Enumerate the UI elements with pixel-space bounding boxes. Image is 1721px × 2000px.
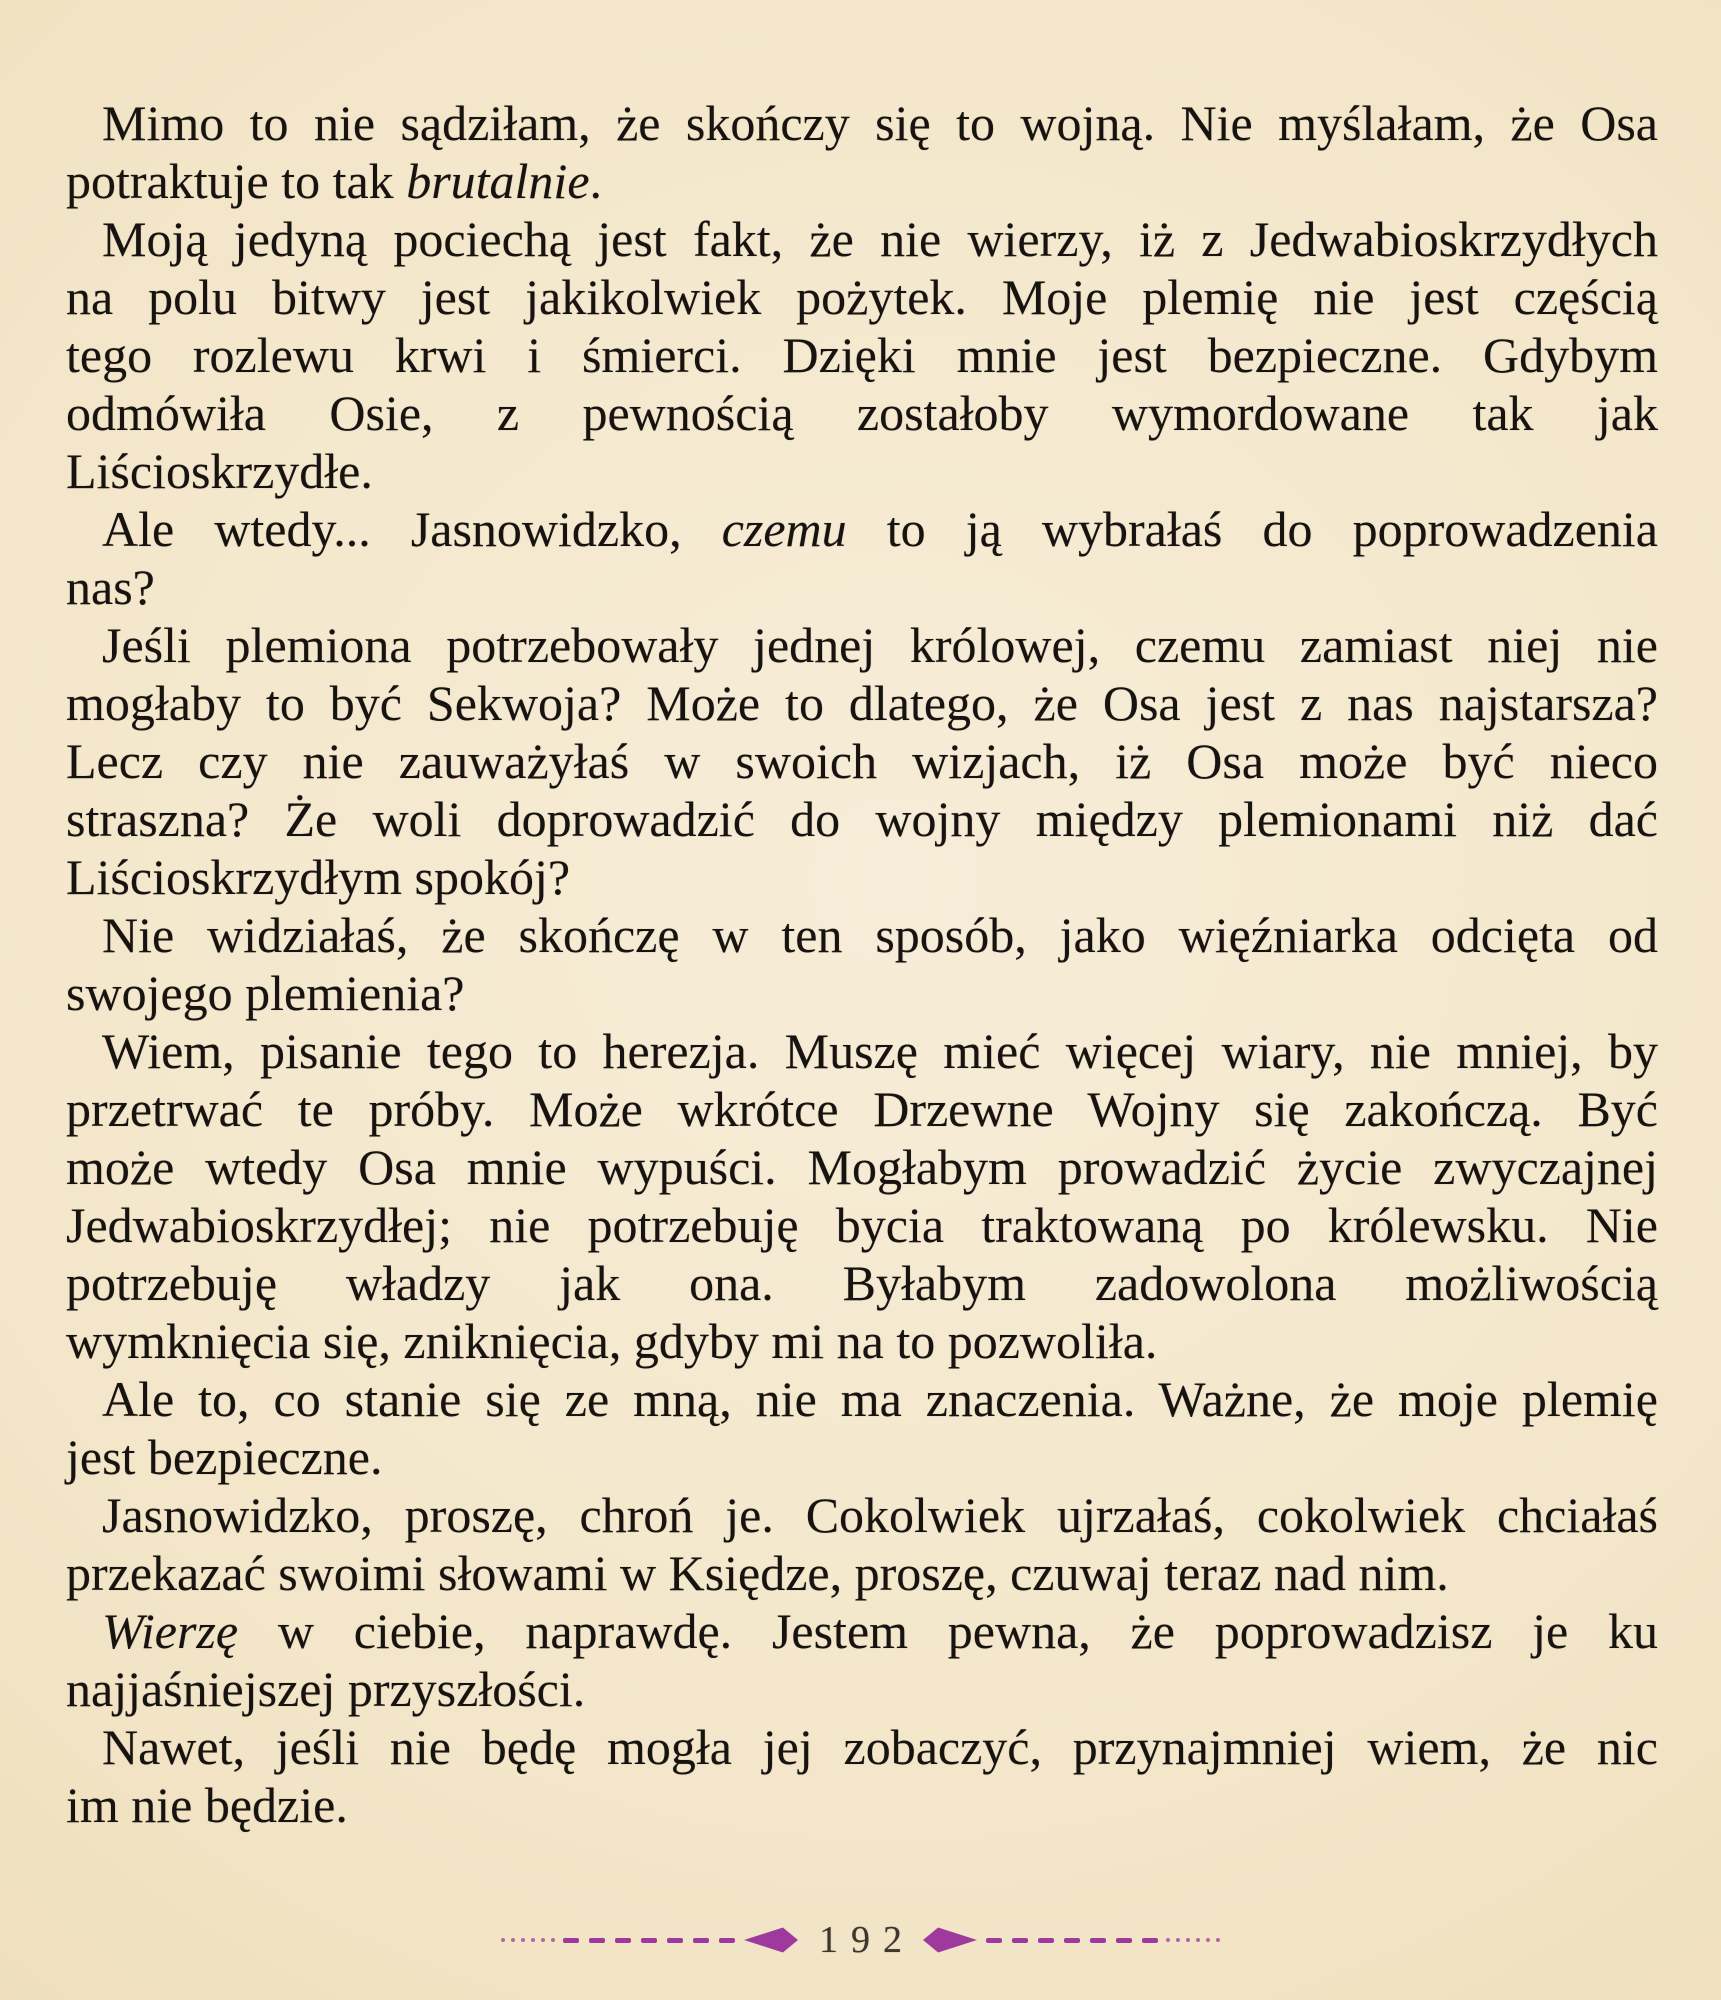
text-line — [66, 558, 1658, 616]
text-segment: jest bezpieczne. — [66, 1429, 383, 1485]
dot-icon — [501, 1938, 505, 1942]
page-text-block — [66, 94, 1658, 1834]
dash-icon — [1064, 1938, 1080, 1943]
footer-ornament-right — [923, 1927, 1223, 1953]
text-segment: Lecz czy nie zauważyłaś w swoich wizjach, iż Osa może być nieco — [66, 733, 1658, 789]
text-line — [66, 732, 1658, 790]
text-segment: straszna? Że woli doprowadzić do wojny między plemionami niż dać — [66, 791, 1658, 847]
text-segment: przetrwać te próby. Może wkrótce Drzewne Wojny się zakończą. Być — [66, 1081, 1658, 1137]
text-segment: Mimo to nie sądziłam, że skończy się to wojną. Nie myślałam, że Osa — [102, 95, 1658, 151]
footer-ornament-left — [498, 1927, 798, 1953]
text-line — [66, 1428, 1658, 1486]
text-line — [66, 1022, 1658, 1080]
text-segment: mogłaby to być Sekwoja? Może to dlatego, że Osa jest z nas najstarsza? — [66, 675, 1658, 731]
text-line — [66, 326, 1658, 384]
dot-icon — [521, 1938, 525, 1942]
text-segment: Nawet, jeśli nie będę mogła jej zobaczyć, przynajmniej wiem, że nic — [102, 1719, 1658, 1775]
text-segment: potraktuje to tak — [66, 153, 407, 209]
text-segment: potrzebuję władzy jak ona. Byłabym zadowolona możliwością — [66, 1255, 1658, 1311]
text-line — [66, 1254, 1658, 1312]
dart-left-icon — [744, 1927, 798, 1953]
dot-icon — [531, 1938, 535, 1942]
dash-icon — [986, 1938, 1002, 1943]
text-segment: wymknięcia się, zniknięcia, gdyby mi na to pozwoliła. — [66, 1313, 1158, 1369]
dart-right-icon — [923, 1927, 977, 1953]
dash-icon — [693, 1938, 709, 1943]
text-segment: przekazać swoimi słowami w Księdze, proszę, czuwaj teraz nad nim. — [66, 1545, 1449, 1601]
text-segment: Jasnowidzko, proszę, chroń je. Cokolwiek ujrzałaś, cokolwiek chciałaś — [102, 1487, 1658, 1543]
text-line — [66, 964, 1658, 1022]
text-line — [66, 384, 1658, 442]
text-segment: Liścioskrzydłym spokój? — [66, 849, 571, 905]
text-line — [66, 1776, 1658, 1834]
italic-text: czemu — [721, 501, 847, 557]
text-line — [66, 94, 1658, 152]
dash-icon — [1090, 1938, 1106, 1943]
text-line — [66, 500, 1658, 558]
text-segment: . — [589, 153, 603, 209]
text-line — [66, 1080, 1658, 1138]
text-line — [66, 1660, 1658, 1718]
text-line — [66, 268, 1658, 326]
dash-icon — [1116, 1938, 1132, 1943]
text-line — [66, 1138, 1658, 1196]
dash-icon — [589, 1938, 605, 1943]
italic-text: Wierzę — [102, 1603, 239, 1659]
text-line — [66, 152, 1658, 210]
dash-icon — [615, 1938, 631, 1943]
text-line — [66, 1196, 1658, 1254]
text-line — [66, 1718, 1658, 1776]
dash-icon — [1142, 1938, 1158, 1943]
text-line — [66, 1602, 1658, 1660]
dot-icon — [1216, 1938, 1220, 1942]
text-segment: Ale wtedy... Jasnowidzko, — [102, 501, 722, 557]
text-segment: nas? — [66, 559, 155, 615]
text-segment: w ciebie, naprawdę. Jestem pewna, że poprowadzisz je ku — [238, 1603, 1658, 1659]
page-footer — [0, 1916, 1721, 1964]
text-line — [66, 674, 1658, 732]
text-line — [66, 1312, 1658, 1370]
text-segment: tego rozlewu krwi i śmierci. Dzięki mnie jest bezpieczne. Gdybym — [66, 327, 1658, 383]
text-line — [66, 210, 1658, 268]
text-line — [66, 848, 1658, 906]
text-segment: to ją wybrałaś do poprowadzenia — [846, 501, 1658, 557]
dot-icon — [511, 1938, 515, 1942]
dash-icon — [1038, 1938, 1054, 1943]
text-segment: Wiem, pisanie tego to herezja. Muszę mieć więcej wiary, nie mniej, by — [102, 1023, 1658, 1079]
text-line — [66, 790, 1658, 848]
italic-text: brutalnie — [406, 153, 590, 209]
dash-icon — [719, 1938, 735, 1943]
dot-icon — [1166, 1938, 1170, 1942]
text-segment: Jedwabioskrzydłej; nie potrzebuję bycia traktowaną po królewsku. Nie — [66, 1197, 1658, 1253]
text-segment: odmówiła Osie, z pewnością zostałoby wymordowane tak jak — [66, 385, 1658, 441]
page-number: 192 — [819, 1919, 915, 1961]
text-line — [66, 442, 1658, 500]
text-line — [66, 1544, 1658, 1602]
dash-icon — [563, 1938, 579, 1943]
text-segment: może wtedy Osa mnie wypuści. Mogłabym prowadzić życie zwyczajnej — [66, 1139, 1658, 1195]
text-line — [66, 1486, 1658, 1544]
text-segment: najjaśniejszej przyszłości. — [66, 1661, 586, 1717]
text-line — [66, 906, 1658, 964]
text-segment: Moją jedyną pociechą jest fakt, że nie wierzy, iż z Jedwabioskrzydłych — [102, 211, 1658, 267]
dot-icon — [541, 1938, 545, 1942]
text-segment: swojego plemienia? — [66, 965, 465, 1021]
text-segment: Nie widziałaś, że skończę w ten sposób, jako więźniarka odcięta od — [102, 907, 1658, 963]
dash-icon — [667, 1938, 683, 1943]
dot-icon — [1206, 1938, 1210, 1942]
dot-icon — [1186, 1938, 1190, 1942]
text-segment: Ale to, co stanie się ze mną, nie ma znaczenia. Ważne, że moje plemię — [102, 1371, 1658, 1427]
text-segment: Liścioskrzydłe. — [66, 443, 373, 499]
dot-icon — [551, 1938, 555, 1942]
text-line — [66, 1370, 1658, 1428]
dot-icon — [1176, 1938, 1180, 1942]
text-segment: na polu bitwy jest jakikolwiek pożytek. Moje plemię nie jest częścią — [66, 269, 1658, 325]
dash-icon — [641, 1938, 657, 1943]
dot-icon — [1196, 1938, 1200, 1942]
text-segment: Jeśli plemiona potrzebowały jednej królowej, czemu zamiast niej nie — [102, 617, 1658, 673]
text-segment: im nie będzie. — [66, 1777, 348, 1833]
text-line — [66, 616, 1658, 674]
dash-icon — [1012, 1938, 1028, 1943]
